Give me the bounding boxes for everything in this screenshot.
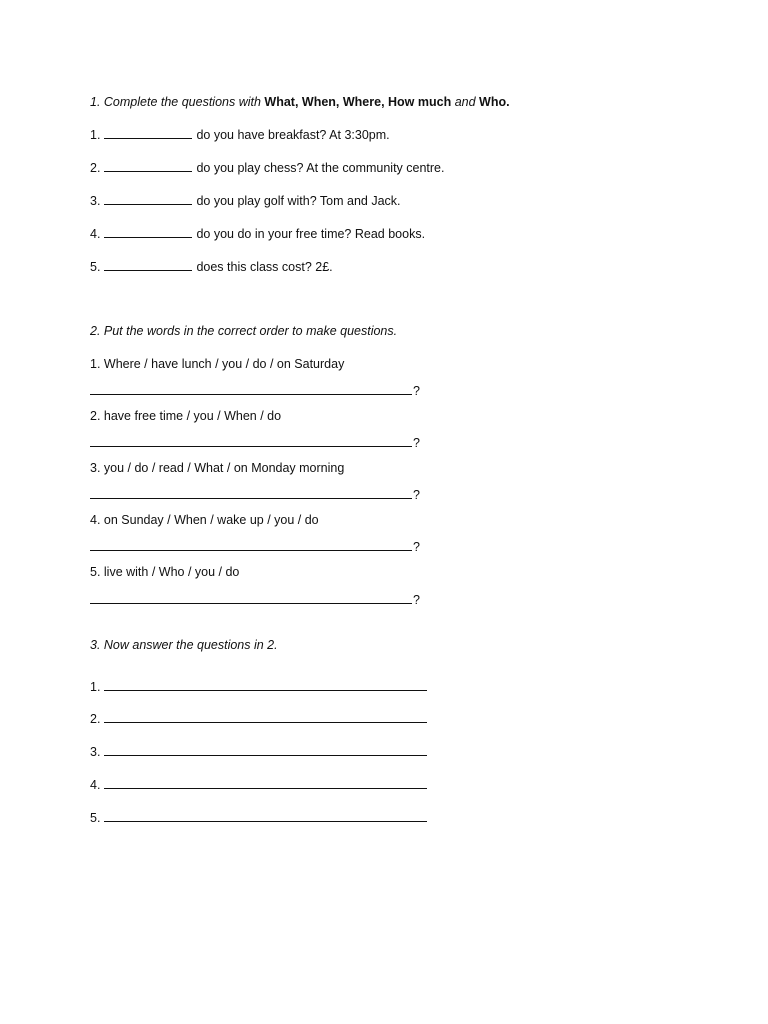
answer-blank[interactable] bbox=[104, 743, 427, 756]
question-mark: ? bbox=[413, 593, 420, 607]
item-text: do you play chess? At the community centre. bbox=[196, 161, 445, 175]
answer-blank[interactable] bbox=[90, 486, 412, 499]
section3-item bbox=[90, 776, 427, 793]
section2-answer-line bbox=[90, 382, 420, 399]
section2-prompt: 5. live with / Who / you / do bbox=[90, 565, 240, 579]
item-number: 4. bbox=[90, 227, 101, 241]
section3-item bbox=[90, 809, 427, 826]
answer-blank[interactable] bbox=[104, 776, 427, 789]
section2-prompt: 1. Where / have lunch / you / do / on Saturday bbox=[90, 357, 345, 371]
section2-answer-line bbox=[90, 486, 420, 503]
section1-instruction-words: What, When, Where, How much bbox=[264, 95, 452, 109]
answer-blank[interactable] bbox=[104, 710, 427, 723]
question-mark: ? bbox=[413, 488, 420, 502]
section1-instruction-and: and bbox=[451, 95, 480, 109]
section1-item bbox=[90, 192, 401, 209]
answer-blank[interactable] bbox=[90, 434, 412, 447]
answer-blank[interactable] bbox=[104, 126, 192, 139]
item-number: 2. bbox=[90, 712, 101, 726]
section2-answer-line bbox=[90, 434, 420, 451]
section2-instruction: 2. Put the words in the correct order to make questions. bbox=[90, 324, 398, 338]
answer-blank[interactable] bbox=[104, 678, 427, 691]
section3-item bbox=[90, 743, 427, 760]
section2-prompt: 3. you / do / read / What / on Monday morning bbox=[90, 461, 345, 475]
answer-blank[interactable] bbox=[104, 258, 192, 271]
question-mark: ? bbox=[413, 436, 420, 450]
section3-item bbox=[90, 678, 427, 695]
answer-blank[interactable] bbox=[90, 591, 412, 604]
item-number: 1. bbox=[90, 128, 101, 142]
item-number: 3. bbox=[90, 194, 101, 208]
item-text: do you play golf with? Tom and Jack. bbox=[196, 194, 401, 208]
item-number: 1. bbox=[90, 680, 101, 694]
answer-blank[interactable] bbox=[104, 159, 192, 172]
section2-answer-line bbox=[90, 538, 420, 555]
question-mark: ? bbox=[413, 540, 420, 554]
section3-instruction: 3. Now answer the questions in 2. bbox=[90, 638, 278, 652]
section3-item bbox=[90, 710, 427, 727]
item-number: 5. bbox=[90, 260, 101, 274]
section2-answer-line bbox=[90, 591, 420, 608]
item-number: 4. bbox=[90, 778, 101, 792]
section1-instruction-prefix: 1. Complete the questions with bbox=[90, 95, 265, 109]
section1-instruction-who: Who. bbox=[479, 95, 510, 109]
section1-item bbox=[90, 258, 333, 275]
answer-blank[interactable] bbox=[104, 809, 427, 822]
section2-prompt: 2. have free time / you / When / do bbox=[90, 409, 282, 423]
question-mark: ? bbox=[413, 384, 420, 398]
section1-instruction bbox=[90, 94, 510, 110]
section1-item bbox=[90, 126, 390, 143]
item-number: 2. bbox=[90, 161, 101, 175]
answer-blank[interactable] bbox=[104, 192, 192, 205]
answer-blank[interactable] bbox=[90, 382, 412, 395]
item-number: 5. bbox=[90, 811, 101, 825]
section1-item bbox=[90, 225, 425, 242]
answer-blank[interactable] bbox=[104, 225, 192, 238]
item-number: 3. bbox=[90, 745, 101, 759]
answer-blank[interactable] bbox=[90, 538, 412, 551]
section1-item bbox=[90, 159, 444, 176]
item-text: does this class cost? 2£. bbox=[196, 260, 333, 274]
section2-prompt: 4. on Sunday / When / wake up / you / do bbox=[90, 513, 319, 527]
item-text: do you have breakfast? At 3:30pm. bbox=[196, 128, 390, 142]
item-text: do you do in your free time? Read books. bbox=[196, 227, 426, 241]
